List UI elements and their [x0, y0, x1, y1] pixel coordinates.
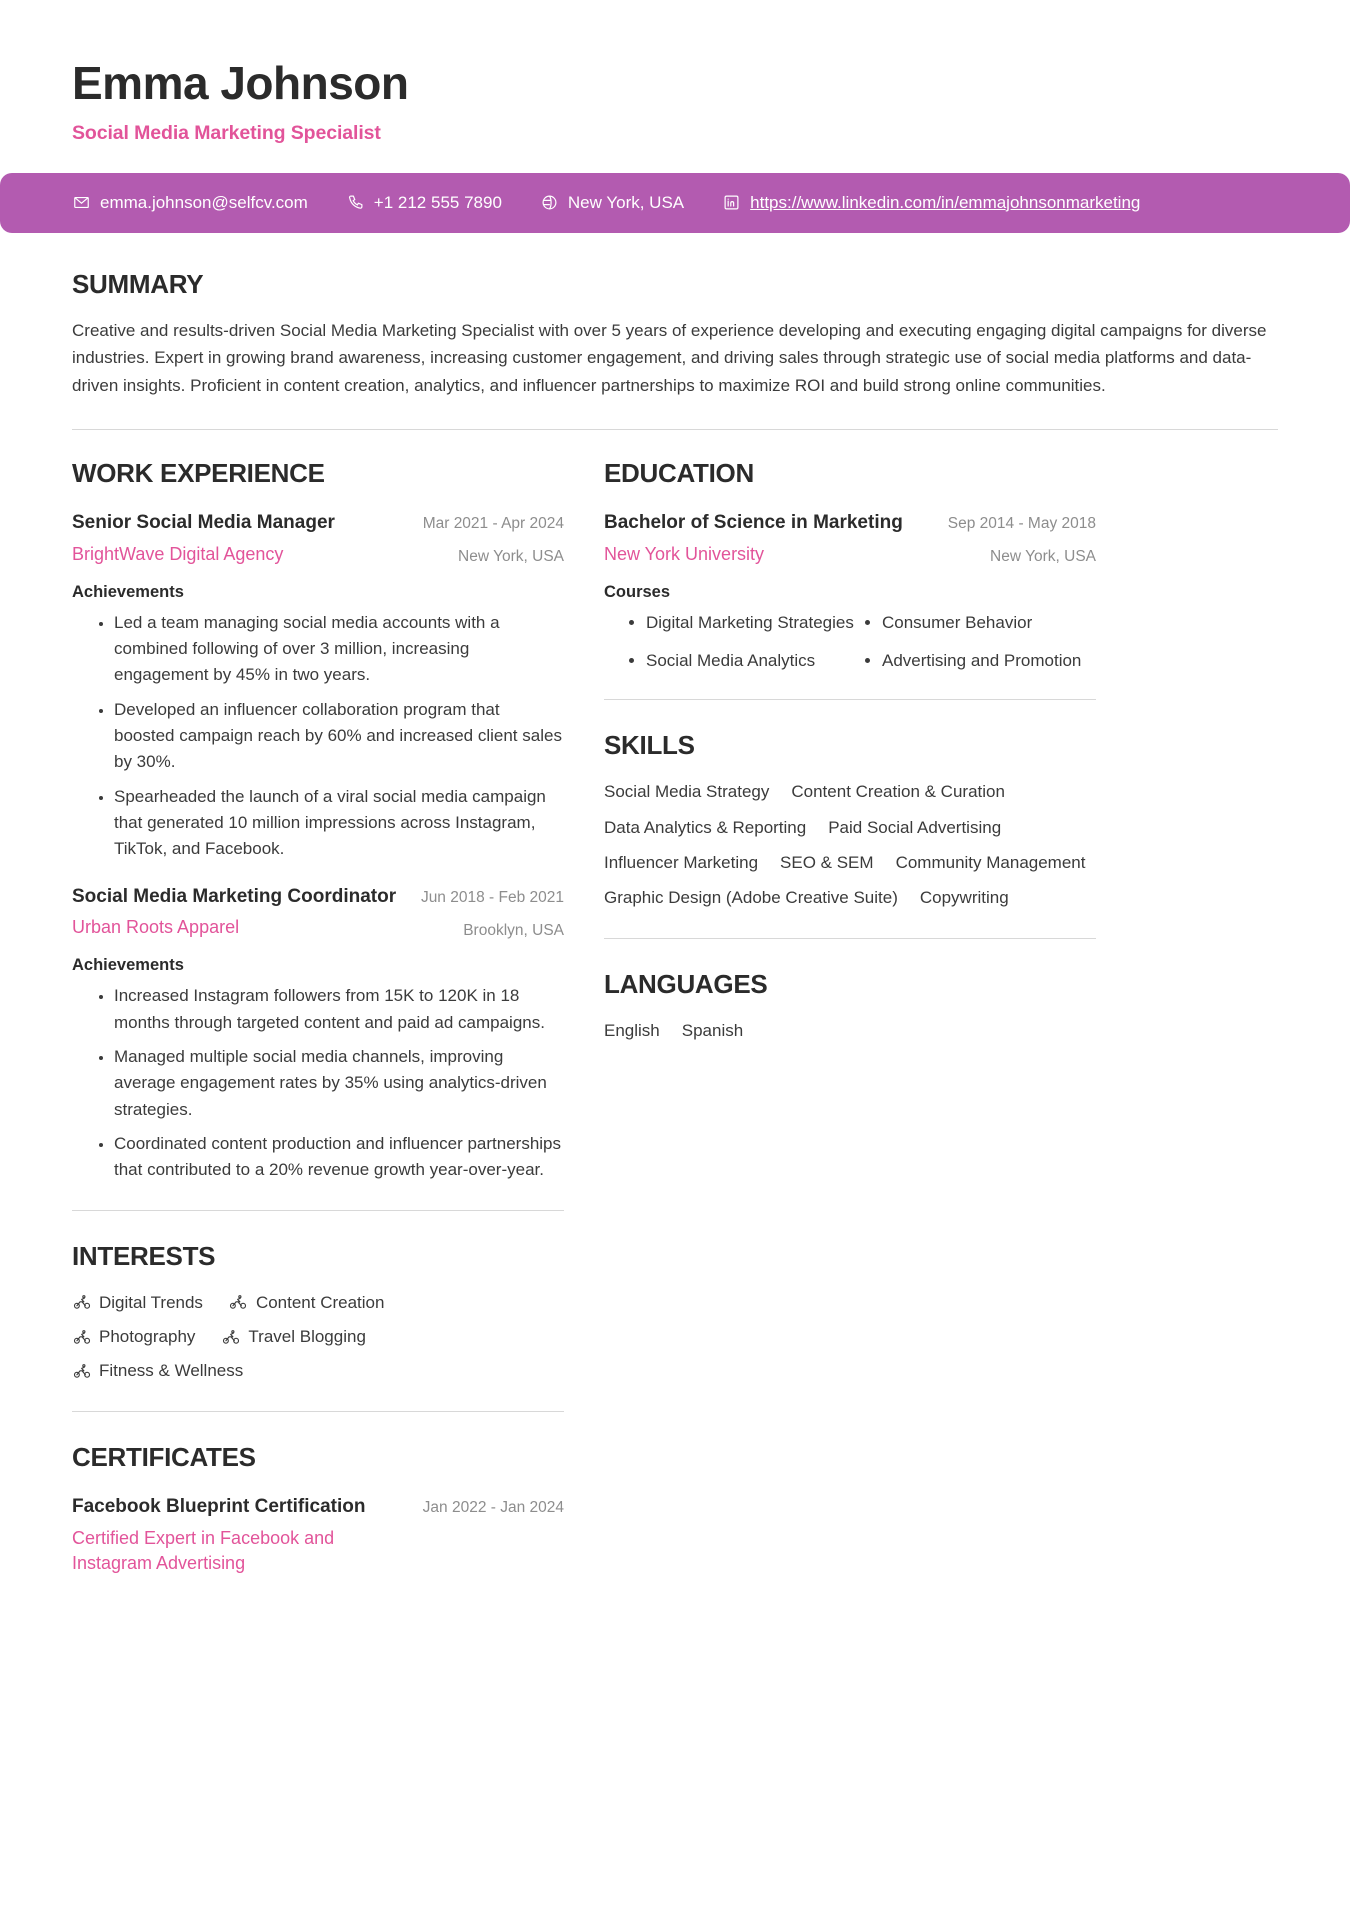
list-item: • Managed multiple social media channels, improving average engagement rates by 35% using analytics-driven strategies. [114, 1044, 564, 1123]
interest-label: Digital Trends [99, 1292, 203, 1312]
skill-tag: Content Creation & Curation [791, 782, 1005, 802]
work-experience-section [72, 458, 564, 1184]
right-column [604, 430, 1096, 1045]
certificates-section [72, 1442, 564, 1576]
skill-tag: Community Management [895, 852, 1086, 872]
skill-tag: Influencer Marketing [604, 852, 759, 872]
skill-tag: Data Analytics & Reporting [604, 817, 807, 837]
work-entry-bullets [72, 610, 564, 863]
work-entry-head [72, 883, 564, 943]
contact-bar [0, 173, 1350, 233]
work-entry-organization: Urban Roots Apparel [72, 917, 240, 938]
skill-tag: SEO & SEM [780, 852, 874, 872]
list-item [72, 1322, 195, 1351]
interest-label: Content Creation [255, 1292, 385, 1312]
list-item [229, 1288, 385, 1317]
skills-heading: SKILLS [604, 730, 695, 761]
work-entry-organization: BrightWave Digital Agency [72, 543, 284, 564]
main-columns [0, 430, 1350, 1576]
education-entry-head [604, 509, 1096, 569]
contact-phone-text: +1 212 555 7890 [373, 192, 502, 212]
list-item: • Spearheaded the launch of a viral social media campaign that generated 10 million impressions across Instagram, TikTok, and Facebook. [114, 784, 564, 863]
skill-tag: Paid Social Advertising [828, 817, 1002, 837]
languages-list [604, 1016, 1096, 1045]
work-entry-date: Jun 2018 - Feb 2021 [420, 888, 564, 906]
list-item [72, 1288, 203, 1317]
work-entry-title: Senior Social Media Manager [72, 512, 335, 534]
left-column [72, 430, 564, 1576]
certificate-title: Facebook Blueprint Certification [72, 1496, 366, 1518]
language-tag: English [604, 1021, 660, 1041]
resume-header [0, 0, 1350, 145]
languages-section [604, 969, 1096, 1045]
bicycle-icon [221, 1327, 240, 1346]
list-item: • Led a team managing social media accounts with a combined following of over 3 million, increasing engagement by 45% in two years. [114, 610, 564, 689]
interest-label: Fitness & Wellness [99, 1361, 244, 1381]
education-location: New York, USA [990, 548, 1096, 566]
contact-linkedin[interactable] [722, 193, 1140, 213]
summary-section [0, 233, 1350, 400]
bicycle-icon [72, 1293, 91, 1312]
interest-label: Travel Blogging [248, 1326, 366, 1346]
work-entry [72, 509, 564, 863]
list-item [221, 1322, 366, 1351]
interests-heading: INTERESTS [72, 1240, 216, 1271]
skill-tag: Social Media Strategy [604, 782, 770, 802]
education-date: Sep 2014 - May 2018 [947, 515, 1096, 533]
certificate-description: Certified Expert in Facebook and Instagram Advertising [72, 1527, 335, 1574]
skills-section [604, 730, 1096, 912]
work-interests-divider [72, 1210, 564, 1211]
education-courses-list [604, 610, 1096, 674]
contact-location-text: New York, USA [567, 192, 685, 212]
education-school: New York University [604, 543, 765, 564]
bicycle-icon [72, 1361, 91, 1380]
list-item: • Coordinated content production and influencer partnerships that contributed to a 20% revenue growth year-over-year. [114, 1131, 564, 1184]
interests-list [72, 1288, 492, 1386]
bicycle-icon [229, 1293, 248, 1312]
certificates-heading: CERTIFICATES [72, 1442, 256, 1473]
list-item: • Increased Instagram followers from 15K to 120K in 18 months through targeted content and paid ad campaigns. [114, 983, 564, 1036]
contact-location [540, 193, 684, 213]
envelope-icon [72, 193, 91, 212]
contact-email-text: emma.johnson@selfcv.com [100, 192, 308, 212]
work-entry [72, 883, 564, 1184]
list-item: • Social Media Analytics [646, 648, 860, 674]
work-entry-title: Social Media Marketing Coordinator [72, 885, 397, 907]
interests-section [72, 1241, 564, 1386]
education-degree: Bachelor of Science in Marketing [604, 512, 903, 534]
interests-certificates-divider [72, 1411, 564, 1412]
candidate-name: Emma Johnson [72, 57, 409, 109]
work-entry-bullets [72, 983, 564, 1183]
work-experience-heading: WORK EXPERIENCE [72, 458, 325, 489]
summary-heading: SUMMARY [72, 268, 204, 299]
education-heading: EDUCATION [604, 458, 754, 489]
education-sublabel: Courses [604, 582, 671, 601]
list-item: • Consumer Behavior [882, 610, 1096, 636]
skill-tag: Graphic Design (Adobe Creative Suite) [604, 888, 898, 908]
contact-phone[interactable] [346, 193, 502, 213]
certificate-date: Jan 2022 - Jan 2024 [422, 1499, 564, 1517]
work-entry-location: New York, USA [458, 548, 564, 566]
skills-list [604, 777, 1096, 912]
work-entry-date: Mar 2021 - Apr 2024 [422, 515, 564, 533]
contact-linkedin-text[interactable]: https://www.linkedin.com/in/emmajohnsonmarketing [750, 192, 1141, 212]
globe-pin-icon [540, 193, 559, 212]
education-skills-divider [604, 699, 1096, 700]
list-item [72, 1356, 243, 1385]
work-entry-sublabel: Achievements [72, 956, 184, 975]
contact-email[interactable] [72, 193, 308, 213]
skill-tag: Copywriting [919, 888, 1009, 908]
summary-text: Creative and results-driven Social Media Marketing Specialist with over 5 years of experience developing and executing engaging digital campaigns for diverse industries. Expert in growing brand awareness, increasing customer engagement, and driving sales through strategic use of social media platforms and data-driven insights. Proficient in content creation, analytics, and influencer partnerships to maximize ROI and build strong online communities. [72, 320, 1267, 395]
candidate-job-title: Social Media Marketing Specialist [72, 121, 381, 144]
phone-icon [346, 193, 365, 212]
list-item: • Developed an influencer collaboration program that boosted campaign reach by 60% and increased client sales by 30%. [114, 697, 564, 776]
skills-languages-divider [604, 938, 1096, 939]
languages-heading: LANGUAGES [604, 969, 768, 1000]
linkedin-icon [722, 193, 741, 212]
list-item: • Digital Marketing Strategies [646, 610, 860, 636]
work-entry-location: Brooklyn, USA [463, 922, 564, 940]
interest-label: Photography [99, 1326, 196, 1346]
bicycle-icon [72, 1327, 91, 1346]
certificate-entry [72, 1493, 564, 1576]
work-entry-head [72, 509, 564, 569]
education-section [604, 458, 1096, 673]
list-item: • Advertising and Promotion [882, 648, 1096, 674]
certificate-entry-head [72, 1493, 564, 1576]
language-tag: Spanish [681, 1021, 744, 1041]
education-entry [604, 509, 1096, 673]
work-entry-sublabel: Achievements [72, 582, 184, 601]
